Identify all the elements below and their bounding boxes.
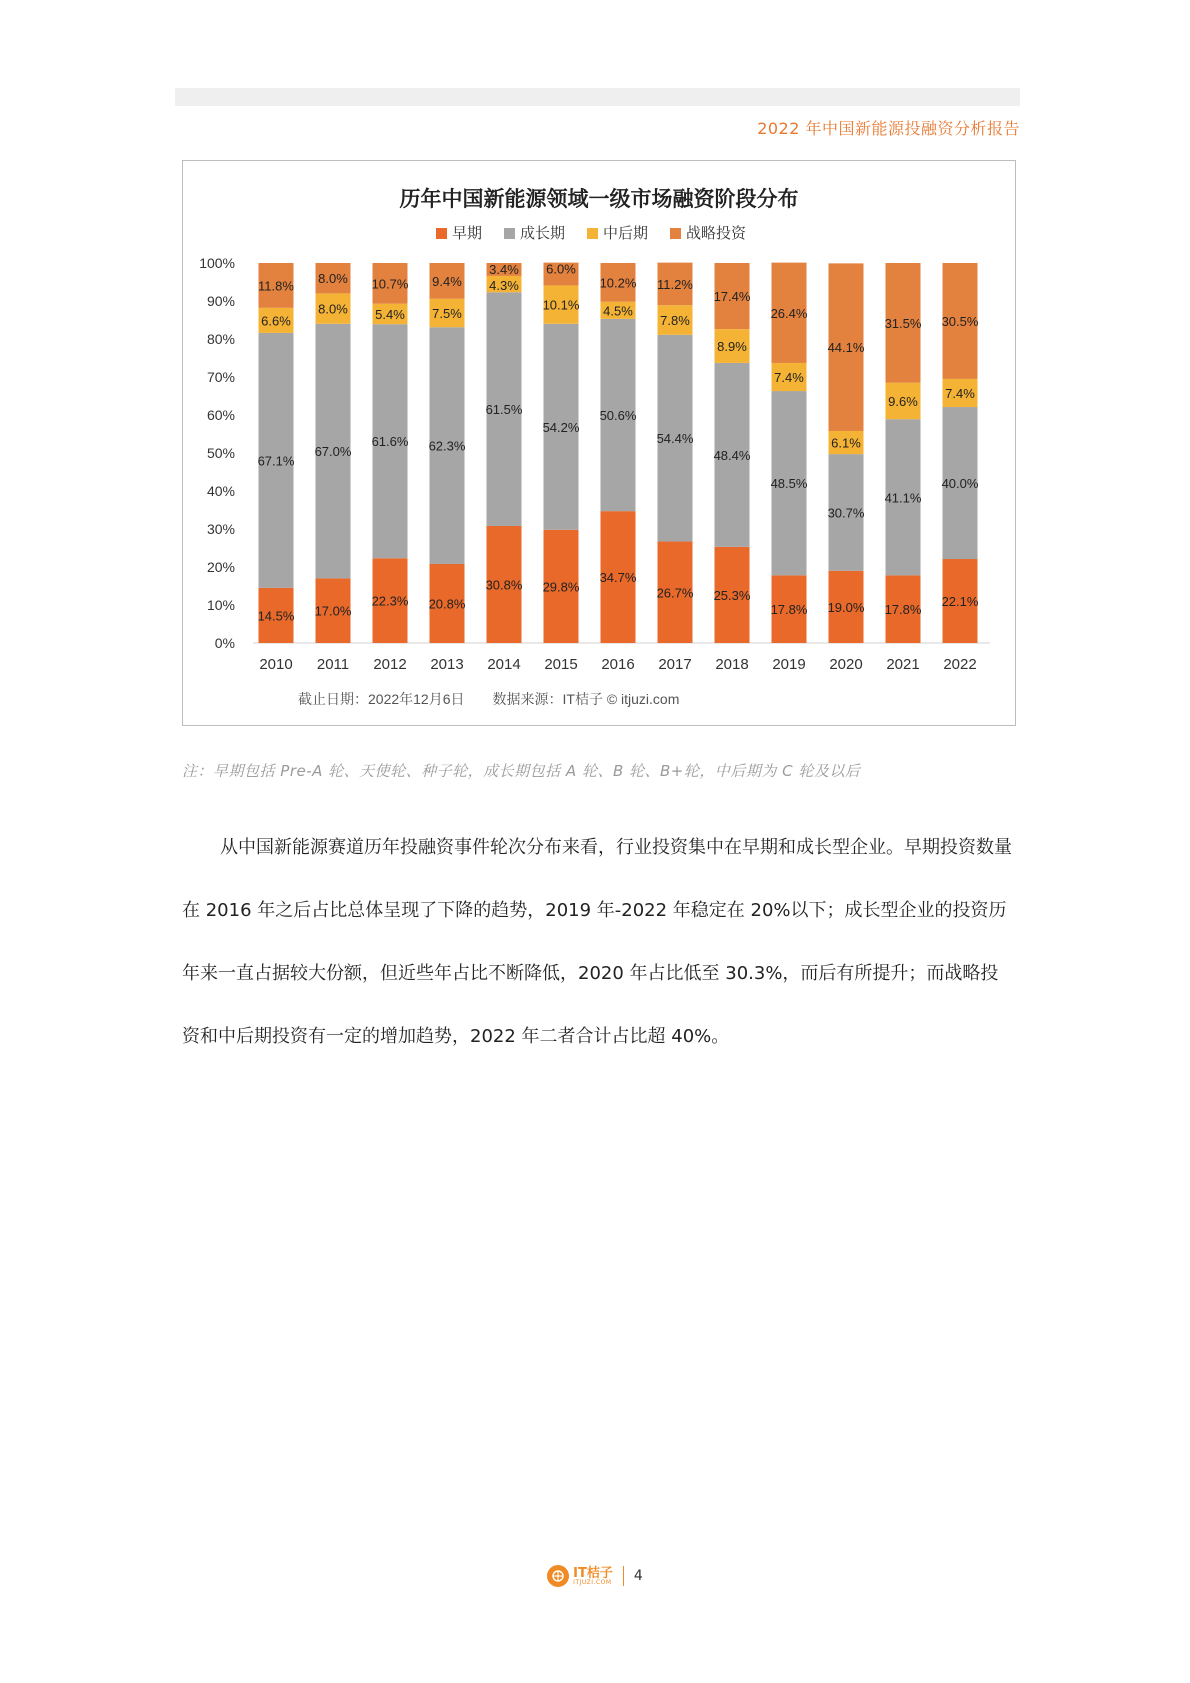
header-band <box>175 88 1020 106</box>
legend-swatch-2 <box>587 228 598 239</box>
x-tick-label: 2011 <box>316 656 350 673</box>
bar-data-label: 6.0% <box>546 261 576 277</box>
bar-data-label: 7.8% <box>660 313 690 328</box>
y-tick-label: 0% <box>214 635 235 651</box>
bar-data-label: 48.5% <box>770 476 808 492</box>
stacked-bar-chart <box>183 161 1015 725</box>
bar-data-label: 7.4% <box>945 385 975 401</box>
bar-data-label: 20.8% <box>428 596 466 612</box>
bar-data-label: 30.5% <box>941 313 979 329</box>
bar-data-label: 4.5% <box>603 303 633 319</box>
y-tick-label: 20% <box>206 559 235 575</box>
bar-data-label: 7.4% <box>774 370 804 385</box>
chart-note: 注：早期包括 Pre-A 轮、天使轮、种子轮，成长期包括 A 轮、B 轮、B+轮，中后期为 C 轮及以后 <box>182 762 861 780</box>
bar-data-label: 29.8% <box>542 579 580 595</box>
bar-data-label: 22.1% <box>941 594 979 610</box>
bar-data-label: 19.0% <box>827 599 865 615</box>
bar-data-label: 10.7% <box>371 276 409 292</box>
x-tick-label: 2022 <box>943 656 977 673</box>
bar-data-label: 10.1% <box>542 297 580 313</box>
y-tick-label: 100% <box>199 255 235 271</box>
orange-logo-icon <box>547 1565 569 1587</box>
bar-data-label: 17.0% <box>314 603 352 619</box>
bar-data-label: 54.2% <box>542 419 580 435</box>
bar-data-label: 9.4% <box>432 273 462 289</box>
y-tick-label: 70% <box>206 369 235 385</box>
bar-data-label: 61.5% <box>485 402 523 418</box>
legend-label-1: 成长期 <box>520 225 566 242</box>
bar-data-label: 61.6% <box>371 434 409 450</box>
y-tick-label: 10% <box>206 597 235 613</box>
logo-name: IT桔子 <box>573 1565 613 1581</box>
logo-sub: ITJUZI.COM <box>573 1578 612 1586</box>
legend-label-0: 早期 <box>452 225 483 242</box>
legend-swatch-1 <box>504 228 515 239</box>
bar-data-label: 50.6% <box>599 408 637 423</box>
bar-data-label: 48.4% <box>713 447 751 463</box>
bar-data-label: 22.3% <box>371 593 409 609</box>
bar-data-label: 5.4% <box>375 306 405 322</box>
bar-data-label: 62.3% <box>428 438 466 454</box>
bar-data-label: 34.7% <box>599 570 637 586</box>
bar-data-label: 31.5% <box>884 315 922 331</box>
y-tick-label: 90% <box>206 293 235 309</box>
bar-data-label: 30.8% <box>485 577 523 593</box>
x-tick-label: 2013 <box>430 656 464 673</box>
footer-divider <box>623 1566 624 1586</box>
bar-data-label: 14.5% <box>257 608 295 624</box>
bar-data-label: 26.7% <box>656 585 694 601</box>
bar-data-label: 3.4% <box>489 262 519 277</box>
x-tick-label: 2014 <box>487 656 521 673</box>
chart-frame <box>182 160 1016 726</box>
report-title: 2022 年中国新能源投融资分析报告 <box>757 119 1020 138</box>
x-tick-label: 2016 <box>601 656 635 673</box>
page-number: 4 <box>633 1568 643 1584</box>
bar-data-label: 17.8% <box>770 602 808 618</box>
x-tick-label: 2021 <box>886 656 920 673</box>
legend-label-2: 中后期 <box>603 225 649 242</box>
bar-data-label: 9.6% <box>888 393 918 409</box>
y-tick-label: 60% <box>206 407 235 423</box>
bar-data-label: 11.8% <box>258 278 294 294</box>
bar-data-label: 8.0% <box>318 301 348 317</box>
bar-data-label: 6.1% <box>831 435 861 451</box>
x-tick-label: 2017 <box>658 656 692 673</box>
bar-data-label: 67.0% <box>314 444 352 460</box>
bar-data-label: 4.3% <box>489 277 519 293</box>
x-tick-label: 2020 <box>829 656 863 673</box>
legend-swatch-0 <box>436 228 447 239</box>
x-tick-label: 2018 <box>715 656 749 673</box>
x-tick-label: 2019 <box>772 656 806 673</box>
y-tick-label: 40% <box>206 483 235 499</box>
legend-label-3: 战略投资 <box>686 225 747 242</box>
legend-swatch-3 <box>670 228 681 239</box>
bar-data-label: 44.1% <box>827 340 865 356</box>
bar-data-label: 25.3% <box>713 587 751 603</box>
bar-data-label: 10.2% <box>599 275 637 291</box>
body-paragraph: 从中国新能源赛道历年投融资事件轮次分布来看，行业投资集中在早期和成长型企业。早期投资数量在 2016 年之后占比总体呈现了下降的趋势，2019 年-2022 年稳定在 20%以下；成长型企业的投资历年来一直占据较大份额，但近些年占比不断降低，2020 年占比低至 30.3%，而后有所提升；而战略投资和中后期投资有一定的增加趋势，2022 年二者合计占比超 40%。 <box>182 837 1012 1047</box>
chart-title: 历年中国新能源领域一级市场融资阶段分布 <box>399 188 799 211</box>
y-tick-label: 80% <box>206 331 235 347</box>
bar-data-label: 17.4% <box>713 289 751 305</box>
bar-data-label: 40.0% <box>941 476 979 492</box>
bar-data-label: 17.8% <box>884 602 922 618</box>
x-tick-label: 2012 <box>373 656 407 673</box>
bar-data-label: 7.5% <box>432 305 462 321</box>
bar-data-label: 6.6% <box>261 313 291 329</box>
chart-source-note: 截止日期：2022年12月6日 数据来源：IT桔子 © itjuzi.com <box>298 691 680 707</box>
itjuzi-logo <box>547 1565 613 1587</box>
y-tick-label: 50% <box>206 445 235 461</box>
bar-data-label: 26.4% <box>770 305 808 321</box>
bar-data-label: 8.9% <box>717 339 747 355</box>
bar-data-label: 11.2% <box>657 276 693 292</box>
bar-data-label: 54.4% <box>656 431 694 447</box>
bar-data-label: 30.7% <box>827 505 865 521</box>
x-tick-label: 2015 <box>544 656 578 673</box>
bar-data-label: 41.1% <box>884 490 922 506</box>
x-tick-label: 2010 <box>259 656 293 673</box>
y-tick-label: 30% <box>206 521 235 537</box>
bar-data-label: 8.0% <box>318 271 348 287</box>
page-footer <box>0 1565 1190 1587</box>
bar-data-label: 67.1% <box>257 453 295 469</box>
